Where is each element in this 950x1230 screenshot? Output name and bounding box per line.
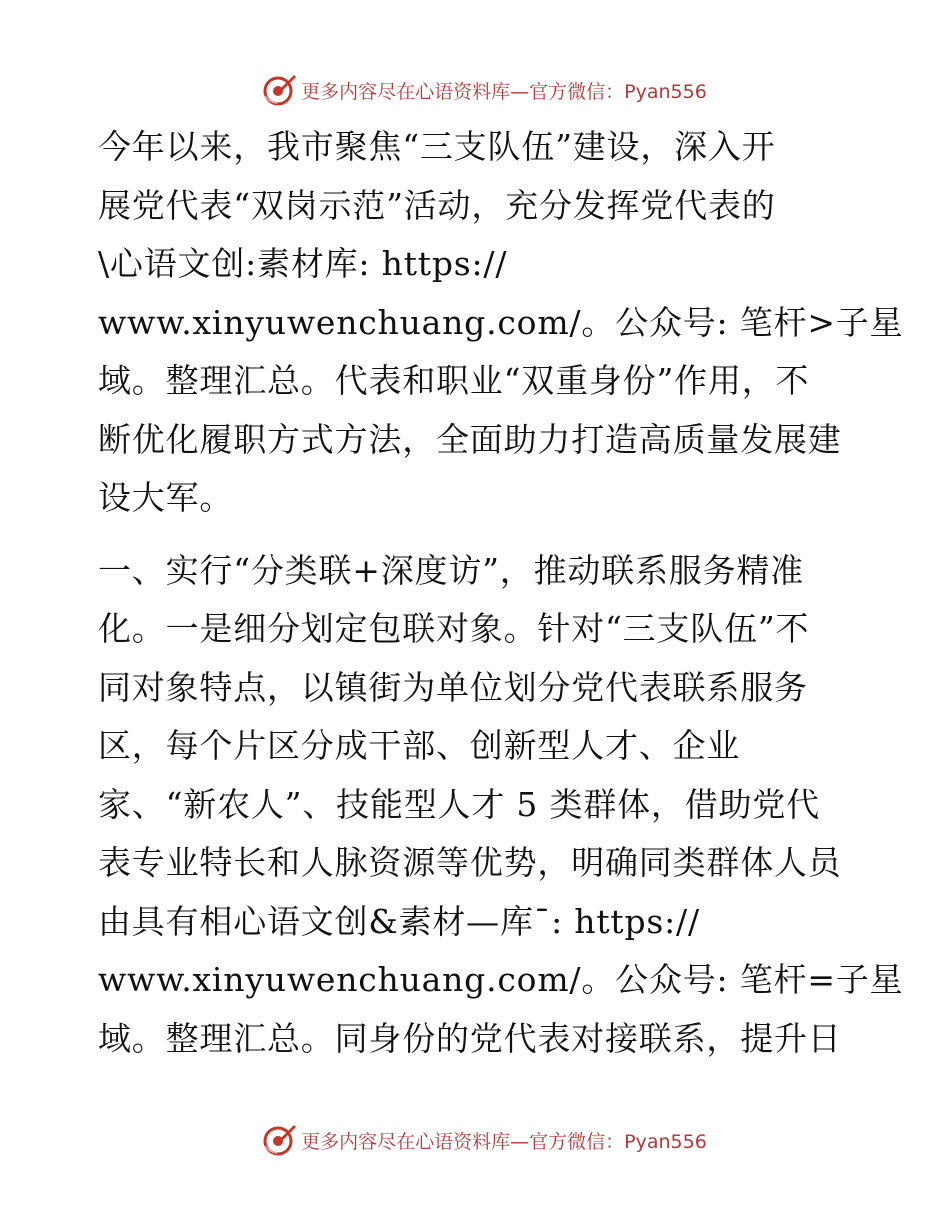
text-line: 展党代表“双岗示范”活动，充分发挥党代表的: [98, 185, 776, 225]
text-line: 断优化履职方式方法，全面助力打造高质量发展建: [98, 419, 842, 459]
pen-logo-icon: [261, 1122, 297, 1158]
header-banner-text: 更多内容尽在心语资料库—官方微信：Pyan556: [301, 80, 707, 103]
paragraph-1: [98, 118, 904, 528]
footer-banner-inner: [261, 1122, 707, 1158]
text-line: 家、“新农人”、技能型人才 5 类群体，借助党代: [98, 784, 820, 824]
text-line: \心语文创:素材库: https://: [98, 244, 508, 283]
header-banner: [0, 70, 950, 110]
text-line: 设大军。: [98, 478, 234, 517]
text-line: 域。整理汇总。代表和职业“双重身份”作用，不: [98, 361, 810, 400]
text-line: 一、实行“分类联+深度访”，推动联系服务精准: [98, 550, 804, 590]
paragraph-2: [98, 542, 904, 1069]
text-line: 今年以来，我市聚焦“三支队伍”建设，深入开: [98, 127, 776, 166]
header-banner-inner: [261, 72, 707, 108]
text-line: 区，每个片区分成干部、创新型人才、企业: [98, 726, 741, 765]
pen-logo-icon: [261, 72, 297, 108]
text-line: 域。整理汇总。同身份的党代表对接联系，提升日: [98, 1018, 842, 1058]
footer-banner-text: 更多内容尽在心语资料库—官方微信：Pyan556: [301, 1130, 707, 1153]
text-line: www.xinyuwenchuang.com/。公众号: 笔杆>子星: [98, 302, 904, 342]
text-line: 表专业特长和人脉资源等优势，明确同类群体人员: [98, 843, 842, 882]
footer-banner: [0, 1120, 950, 1160]
text-line: 由具有相心语文创&素材—库¯: https://: [98, 901, 700, 941]
text-line: 同对象特点，以镇街为单位划分党代表联系服务: [98, 667, 808, 707]
document-body: [98, 118, 904, 1068]
text-line: www.xinyuwenchuang.com/。公众号: 笔杆=子星: [98, 960, 904, 999]
text-line: 化。一是细分划定包联对象。针对“三支队伍”不: [98, 609, 810, 648]
